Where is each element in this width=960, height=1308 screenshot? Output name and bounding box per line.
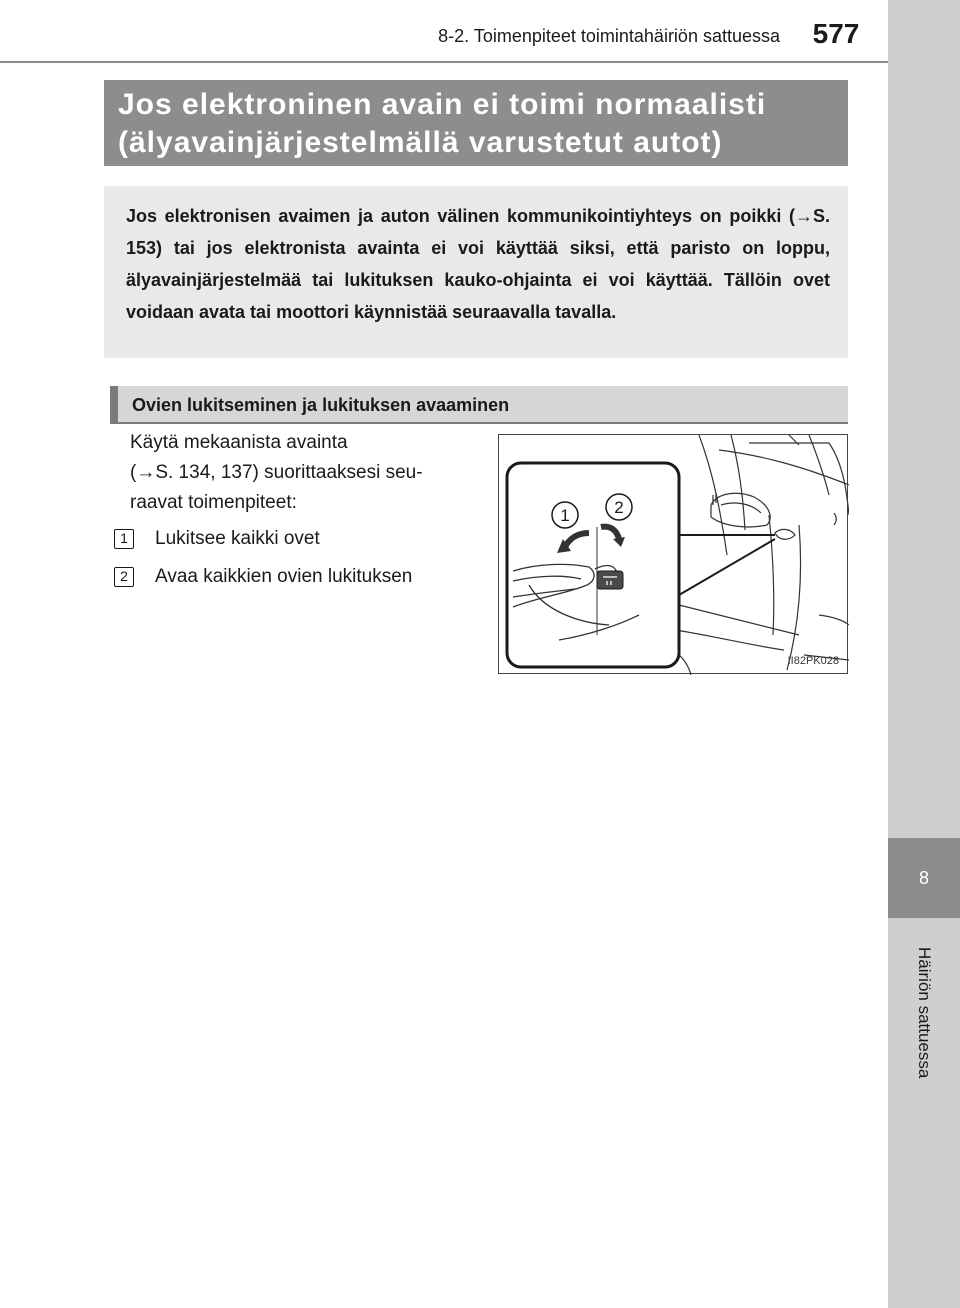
header-divider — [0, 61, 888, 63]
step-number-badge: 1 — [114, 529, 134, 549]
chapter-tab-label — [888, 928, 960, 1098]
intro-text-start: Jos elektronisen avaimen ja auton välinen kommunikointiyhteys on poikki ( — [126, 206, 795, 226]
subsection-heading: Ovien lukitseminen ja lukituksen avaaminen — [110, 386, 848, 424]
door-handle-illustration — [498, 434, 848, 674]
callout-1: 1 — [560, 506, 570, 525]
image-code: II82PK028 — [787, 655, 839, 667]
step-text: Lukitsee kaikki ovet — [155, 528, 320, 549]
intro-text-end: ) tai jos elektronista avainta ei voi käyttää siksi, että paristo on loppu, älyavainjärjestelmää tai lukituksen kauko-ohjainta ei voi käyttää. Tällöin ovet voidaan avata tai moottori käynnistää seuraavalla tavalla. — [126, 238, 830, 322]
step-text: Avaa kaikkien ovien lukituksen — [155, 566, 413, 587]
section-title-line-2: (älyavainjärjestelmällä varustetut autot) — [118, 126, 723, 159]
intro-box — [104, 186, 848, 358]
chapter-label: Häiriön sattuessa — [915, 947, 934, 1079]
chapter-side-tab — [888, 0, 960, 1308]
reference-arrow-icon: → — [136, 462, 156, 483]
section-title-line-1: Jos elektroninen avain ei toimi normaalisti — [118, 88, 767, 121]
car-door-handle-illustration — [499, 435, 849, 675]
step-item — [114, 524, 494, 554]
instruction-line-2: (→S. 134, 137) suorittaaksesi seu- — [130, 462, 423, 483]
intro-page-reference[interactable]: S. 153 — [126, 206, 830, 258]
instruction-line-1: Käytä mekaanista avainta — [130, 432, 348, 453]
chapter-number: 8 — [918, 867, 929, 888]
reference-arrow-icon: → — [794, 206, 813, 226]
section-title — [104, 80, 848, 166]
step-number-badge: 2 — [114, 567, 134, 587]
callout-2: 2 — [614, 498, 624, 517]
instruction-text — [130, 428, 480, 518]
chapter-tab-number — [888, 838, 960, 918]
instruction-line-3: raavat toimenpiteet: — [130, 492, 297, 513]
mechanical-key-icon — [597, 571, 623, 589]
chapter-header-title: 8-2. Toimenpiteet toimintahäiriön sattuessa — [438, 26, 780, 46]
step-item — [114, 562, 494, 592]
instruction-page-reference[interactable]: S. 134, 137 — [155, 462, 253, 483]
page-number: 577 — [812, 18, 860, 49]
